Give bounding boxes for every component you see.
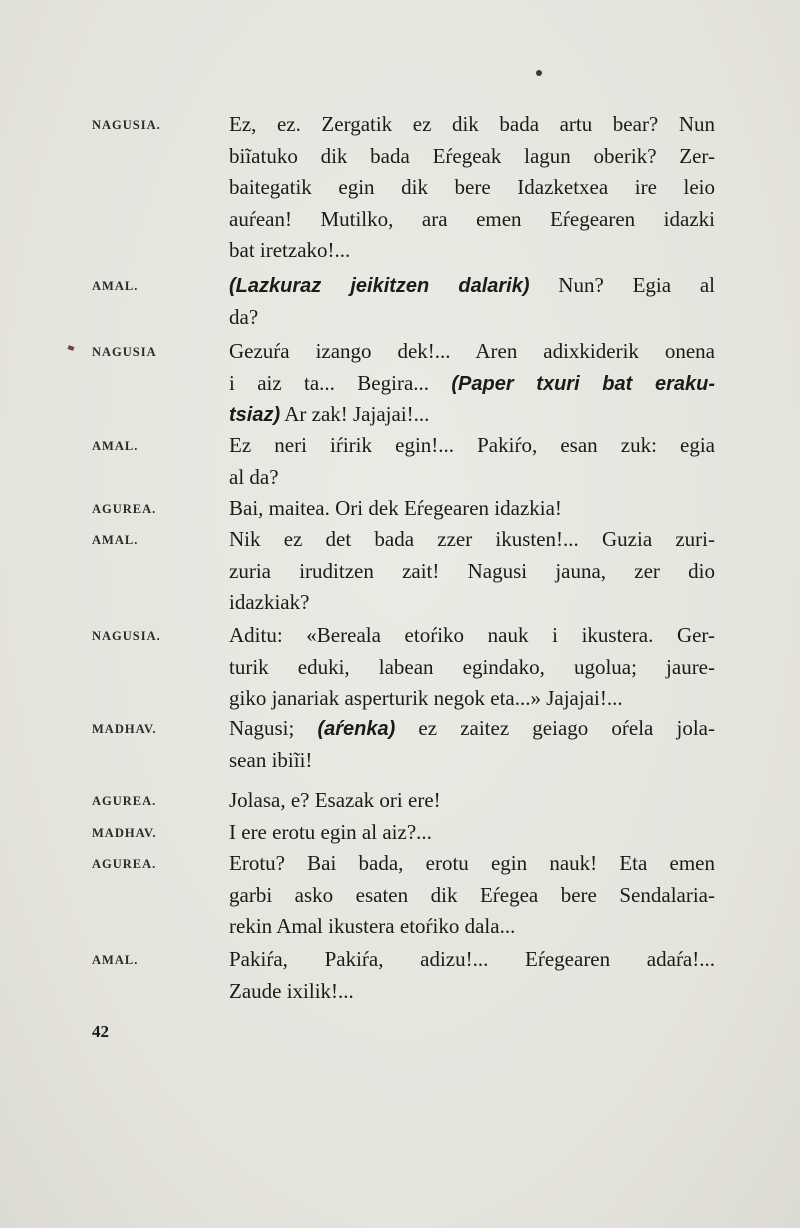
speech-line — [229, 462, 715, 494]
speech-fragment: al da? — [229, 464, 279, 489]
speaker-name: MADHAV. — [92, 826, 157, 840]
speech-fragment: giko janariak asperturik negok eta...» Jajajai!... — [229, 686, 623, 710]
speech-fragment: zuria iruditzen zait! Nagusi jauna, zer dio — [229, 558, 715, 583]
speech-fragment: Nik ez det bada zzer ikusten!... Guzia zuri- — [229, 527, 715, 551]
speech-line — [229, 430, 715, 462]
speaker-name: AMAL. — [92, 533, 139, 547]
speech-line — [229, 368, 715, 400]
speech-fragment: garbi asko esaten dik Eŕegea bere Sendalaria- — [229, 882, 715, 907]
speech-fragment: Ar zak! Jajajai!... — [280, 402, 430, 426]
speech-fragment: I ere erotu egin al aiz?... — [229, 820, 432, 844]
speaker-name: AGUREA. — [92, 794, 157, 808]
speech-line — [229, 493, 715, 525]
speech-line — [229, 204, 715, 236]
speech-text — [229, 944, 715, 1007]
speech-line — [229, 683, 715, 715]
speech-fragment: biĩatuko dik bada Eŕegeak lagun oberik? Zer- — [229, 143, 715, 168]
speech-fragment: Bai, maitea. Ori dek Eŕegearen idazkia! — [229, 496, 562, 520]
speech-line — [229, 745, 715, 777]
speech-text — [229, 430, 715, 493]
speech-line — [229, 270, 715, 302]
speech-text — [229, 270, 715, 333]
speaker-name: AGUREA. — [92, 502, 157, 516]
speech-text — [229, 785, 715, 817]
speech-text — [229, 524, 715, 619]
speech-line — [229, 336, 715, 368]
speech-fragment: Ez, ez. Zergatik ez dik bada artu bear? Nun — [229, 112, 715, 136]
speech-line — [229, 785, 715, 817]
speech-line — [229, 848, 715, 880]
speech-line — [229, 944, 715, 976]
speaker-name: NAGUSIA. — [92, 629, 161, 643]
stage-direction: (Paper txuri bat eraku- — [451, 372, 715, 395]
speech-fragment: sean ibiĩi! — [229, 747, 313, 772]
speech-line — [229, 141, 715, 173]
speech-text — [229, 336, 715, 431]
stage-direction: (aŕenka) — [317, 718, 396, 740]
speaker-name: AMAL. — [92, 279, 139, 293]
speech-fragment: idazkiak? — [229, 590, 310, 614]
speech-line — [229, 556, 715, 588]
speech-line — [229, 911, 715, 943]
speech-fragment: i aiz ta... Begira... — [229, 370, 452, 395]
speech-line — [229, 880, 715, 912]
speech-line — [229, 587, 715, 619]
speech-line — [229, 713, 715, 745]
speech-fragment: Nagusi; — [229, 716, 318, 740]
speech-fragment: Ez neri iŕirik egin!... Pakiŕo, esan zuk: egia — [229, 433, 715, 457]
speech-fragment: bat iretzako!... — [229, 238, 351, 262]
speech-text — [229, 620, 715, 715]
speech-fragment: Erotu? Bai bada, erotu egin nauk! Eta emen — [229, 851, 715, 875]
speech-line — [229, 235, 715, 267]
speech-text — [229, 493, 715, 525]
speech-fragment: Jolasa, e? Esazak ori ere! — [229, 788, 441, 812]
speech-line — [229, 172, 715, 204]
ink-dot — [536, 70, 542, 76]
speaker-name: NAGUSIA — [92, 345, 157, 359]
speech-line — [229, 109, 715, 141]
ink-mark — [67, 345, 74, 351]
speaker-name: AMAL. — [92, 953, 139, 967]
page-number: 42 — [92, 1022, 109, 1041]
speech-line — [229, 817, 715, 849]
speech-fragment: Pakiŕa, Pakiŕa, adizu!... Eŕegearen adaŕa!... — [229, 947, 715, 971]
speech-text — [229, 109, 715, 267]
speech-text — [229, 848, 715, 943]
speech-fragment: Nun? Egia al — [529, 273, 715, 297]
speech-fragment: Aditu: «Bereala etoŕiko nauk i ikustera. Ger- — [229, 623, 715, 647]
speech-fragment: auŕean! Mutilko, ara emen Eŕegearen idazki — [229, 206, 715, 231]
speaker-name: AGUREA. — [92, 857, 157, 871]
speech-fragment: ez zaitez geiago oŕela jola- — [395, 716, 715, 740]
speech-fragment: rekin Amal ikustera etoŕiko dala... — [229, 914, 516, 938]
speaker-name: NAGUSIA. — [92, 118, 161, 132]
speech-text — [229, 817, 715, 849]
speech-line — [229, 399, 715, 431]
speech-fragment: baitegatik egin dik bere Idazketxea ire leio — [229, 175, 715, 199]
speaker-name: AMAL. — [92, 439, 139, 453]
speech-line — [229, 302, 715, 334]
speech-fragment: turik eduki, labean egindako, ugolua; jaure- — [229, 654, 715, 679]
speech-line — [229, 620, 715, 652]
speech-line — [229, 976, 715, 1008]
speech-line — [229, 524, 715, 556]
speaker-name: MADHAV. — [92, 722, 157, 736]
speech-fragment: da? — [229, 304, 259, 329]
speech-fragment: Gezuŕa izango dek!... Aren adixkiderik onena — [229, 339, 715, 363]
stage-direction: (Lazkuraz jeikitzen dalarik) — [229, 275, 530, 297]
speech-text — [229, 713, 715, 776]
speech-line — [229, 652, 715, 684]
stage-direction: tsiaz) — [229, 404, 281, 426]
speech-fragment: Zaude ixilik!... — [229, 978, 354, 1003]
